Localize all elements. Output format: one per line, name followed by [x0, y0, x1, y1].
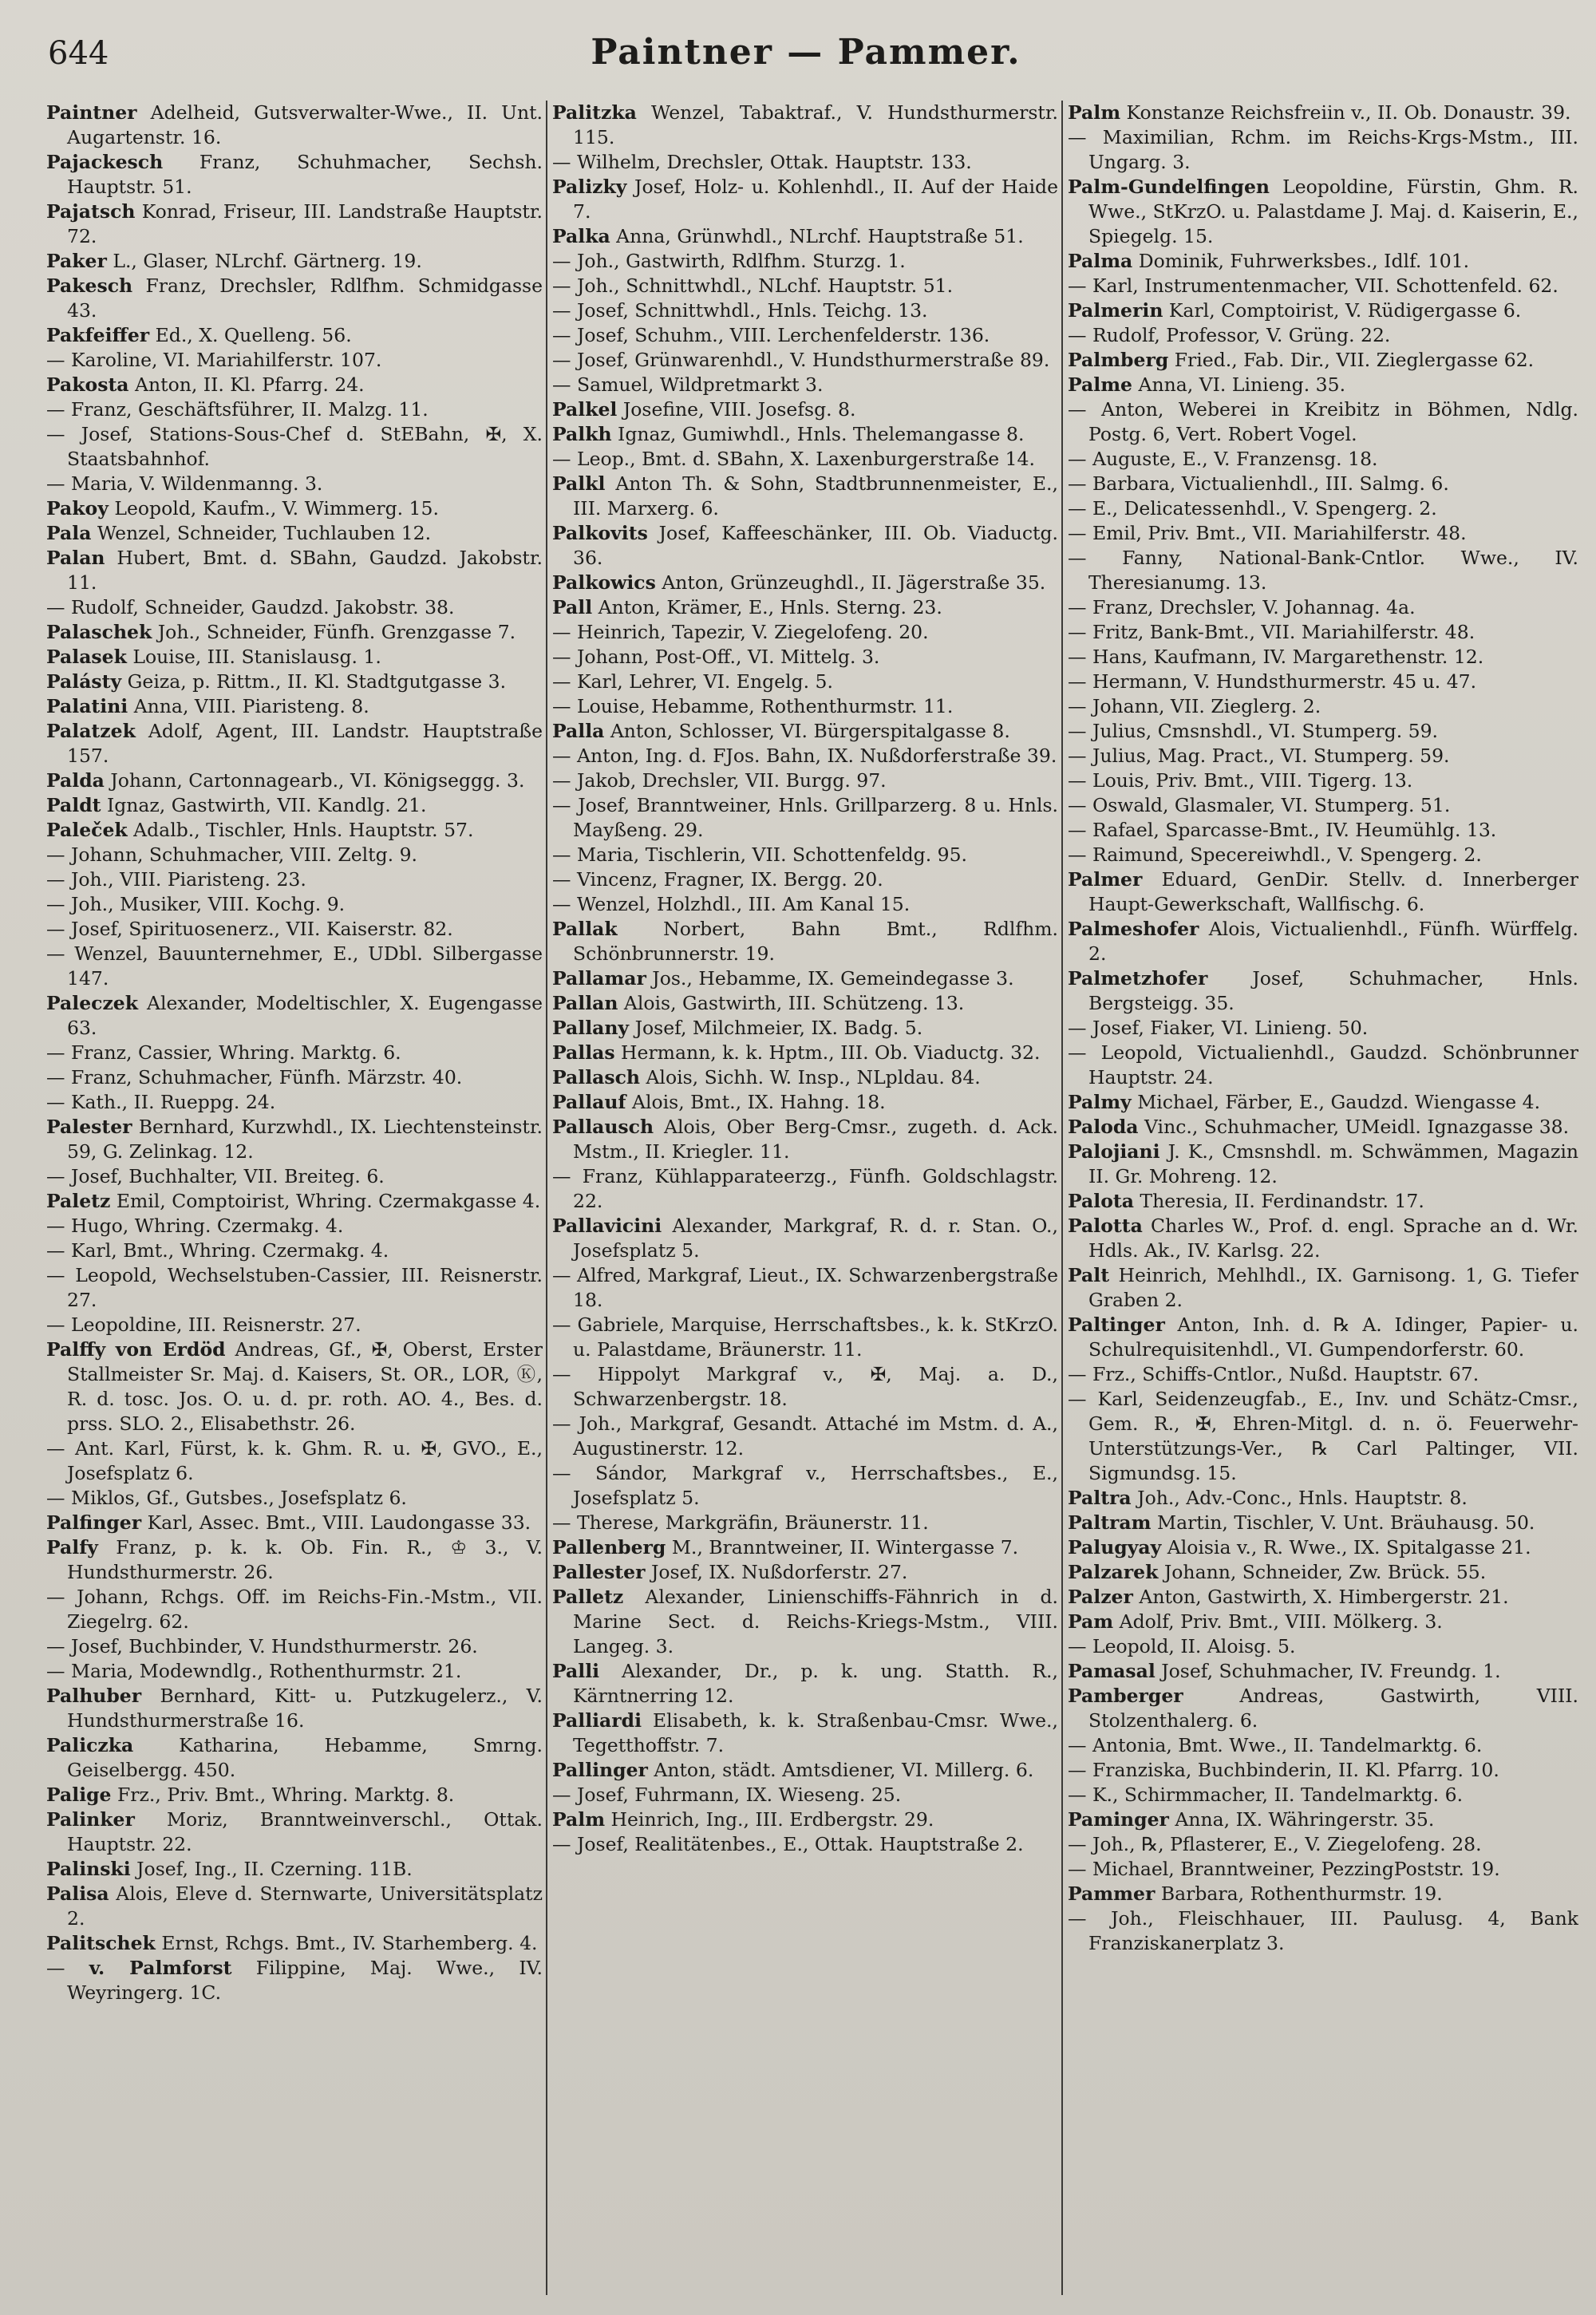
directory-entry: Pamberger Andreas, Gastwirth, VIII. Stolzenthalerg. 6. [1068, 1685, 1578, 1732]
directory-entry: Palletz Alexander, Linienschiffs-Fähnrich in d. Marine Sect. d. Reichs-Kriegs-Mstm., VIII. Langeg. 3. [552, 1586, 1058, 1657]
directory-entry: — Antonia, Bmt. Wwe., II. Tandelmarktg. 6. [1068, 1734, 1483, 1756]
running-head: Paintner — Pammer. [591, 32, 1021, 73]
directory-entry: — K., Schirmmacher, II. Tandelmarktg. 6. [1068, 1784, 1464, 1806]
directory-entry: — Ant. Karl, Fürst, k. k. Ghm. R. u. ✠, GVO., E., Josefsplatz 6. [46, 1437, 543, 1484]
directory-entry: Palaschek Joh., Schneider, Fünfh. Grenzgasse 7. [46, 621, 516, 643]
directory-entry: Pallauf Alois, Bmt., IX. Hahng. 18. [552, 1091, 886, 1113]
directory-entry: Palan Hubert, Bmt. d. SBahn, Gaudzd. Jakobstr. 11. [46, 547, 543, 594]
directory-entry: — Josef, Buchhalter, VII. Breiteg. 6. [46, 1165, 385, 1187]
directory-entry: — Josef, Realitätenbes., E., Ottak. Hauptstraße 2. [552, 1833, 1024, 1855]
directory-entry: Palt Heinrich, Mehlhdl., IX. Garnisong. 1, G. Tiefer Graben 2. [1068, 1264, 1578, 1311]
directory-entry: Pajatsch Konrad, Friseur, III. Landstraße Hauptstr. 72. [46, 200, 543, 247]
directory-entry: Palitzka Wenzel, Tabaktraf., V. Hundsthurmerstr. 115. [552, 101, 1058, 148]
directory-entry: Palkl Anton Th. & Sohn, Stadtbrunnenmeister, E., III. Marxerg. 6. [552, 472, 1058, 519]
directory-entry: — Joh., Schnittwhdl., NLchf. Hauptstr. 51. [552, 275, 954, 297]
directory-entry: — Karoline, VI. Mariahilferstr. 107. [46, 349, 382, 371]
directory-entry: Palinski Josef, Ing., II. Czerning. 11B. [46, 1858, 413, 1880]
directory-entry: — Frz., Schiffs-Cntlor., Nußd. Hauptstr. 67. [1068, 1363, 1479, 1385]
directory-entry: — Sándor, Markgraf v., Herrschaftsbes., E., Josefsplatz 5. [552, 1462, 1058, 1509]
directory-entry: — Leopold, II. Aloisg. 5. [1068, 1635, 1296, 1657]
directory-entry: Paltinger Anton, Inh. d. ℞ A. Idinger, Papier- u. Schulrequisitenhdl., VI. Gumpendorferstr. 60. [1068, 1314, 1578, 1361]
directory-entry: — Rafael, Sparcasse-Bmt., IV. Heumühlg. 13. [1068, 819, 1497, 841]
directory-entry: Palhuber Bernhard, Kitt- u. Putzkugelerz., V. Hundsthurmerstraße 16. [46, 1685, 543, 1732]
directory-entry: Palmy Michael, Färber, E., Gaudzd. Wiengasse 4. [1068, 1091, 1541, 1113]
directory-entry: Palitschek Ernst, Rchgs. Bmt., IV. Starhemberg. 4. [46, 1932, 538, 1954]
directory-entry: Pallak Norbert, Bahn Bmt., Rdlfhm. Schönbrunnerstr. 19. [552, 918, 1058, 965]
directory-entry: — Louis, Priv. Bmt., VIII. Tigerg. 13. [1068, 769, 1413, 792]
directory-entry: Pakesch Franz, Drechsler, Rdlfhm. Schmidgasse 43. [46, 275, 543, 322]
directory-entry: — Hugo, Whring. Czermakg. 4. [46, 1215, 344, 1237]
directory-entry: — Leopoldine, III. Reisnerstr. 27. [46, 1314, 361, 1336]
directory-entry: — Wenzel, Holzhdl., III. Am Kanal 15. [552, 893, 911, 915]
directory-entry: — Leopold, Wechselstuben-Cassier, III. Reisnerstr. 27. [46, 1264, 543, 1311]
directory-entry: — Johann, Rchgs. Off. im Reichs-Fin.-Mstm., VII. Ziegelrg. 62. [46, 1586, 543, 1633]
directory-entry: — Raimund, Specereiwhdl., V. Spengerg. 2. [1068, 843, 1482, 866]
directory-entry: Palásty Geiza, p. Rittm., II. Kl. Stadtgutgasse 3. [46, 670, 507, 693]
directory-entry: Pammer Barbara, Rothenthurmstr. 19. [1068, 1882, 1443, 1905]
directory-entry: Palkel Josefine, VIII. Josefsg. 8. [552, 398, 856, 421]
column-2 [552, 101, 1058, 2295]
directory-entry: — Joh., Fleischhauer, III. Paulusg. 4, Bank Franziskanerplatz 3. [1068, 1907, 1578, 1954]
directory-entry: — Alfred, Markgraf, Lieut., IX. Schwarzenbergstraße 18. [552, 1264, 1058, 1311]
column-1 [46, 101, 543, 2295]
directory-entry: — Heinrich, Tapezir, V. Ziegelofeng. 20. [552, 621, 929, 643]
directory-entry: Palester Bernhard, Kurzwhdl., IX. Liechtensteinstr. 59, G. Zelinkag. 12. [46, 1116, 543, 1163]
directory-entry: — Leopold, Victualienhdl., Gaudzd. Schönbrunner Hauptstr. 24. [1068, 1041, 1578, 1088]
directory-entry: — Oswald, Glasmaler, VI. Stumperg. 51. [1068, 794, 1451, 816]
directory-entry: — Joh., ℞, Pflasterer, E., V. Ziegelofeng. 28. [1068, 1833, 1482, 1855]
directory-entry: — Fanny, National-Bank-Cntlor. Wwe., IV. Theresianumg. 13. [1068, 547, 1578, 594]
directory-entry: Palkh Ignaz, Gumiwhdl., Hnls. Thelemangasse 8. [552, 423, 1025, 445]
directory-entry: — Maria, Tischlerin, VII. Schottenfeldg. 95. [552, 843, 968, 866]
directory-entry: — Auguste, E., V. Franzensg. 18. [1068, 448, 1378, 470]
directory-entry: — Joh., VIII. Piaristeng. 23. [46, 868, 306, 891]
directory-entry: Palmeshofer Alois, Victualienhdl., Fünfh. Würffelg. 2. [1068, 918, 1578, 965]
directory-entry: — Hippolyt Markgraf v., ✠, Maj. a. D., Schwarzenbergstr. 18. [552, 1363, 1058, 1410]
directory-entry: — v. Palmforst Filippine, Maj. Wwe., IV. Weyringerg. 1C. [46, 1957, 543, 2004]
directory-entry: Pall Anton, Krämer, E., Hnls. Sterng. 23. [552, 596, 942, 618]
directory-entry: — Vincenz, Fragner, IX. Bergg. 20. [552, 868, 883, 891]
directory-entry: — Barbara, Victualienhdl., III. Salmg. 6. [1068, 472, 1449, 495]
directory-entry: Palinker Moriz, Branntweinverschl., Ottak. Hauptstr. 22. [46, 1808, 543, 1855]
directory-entry: — Josef, Schnittwhdl., Hnls. Teichg. 13. [552, 299, 928, 322]
directory-entry: Palka Anna, Grünwhdl., NLrchf. Hauptstraße 51. [552, 225, 1024, 247]
directory-entry: — Franz, Cassier, Whring. Marktg. 6. [46, 1041, 401, 1064]
directory-entry: — Karl, Instrumentenmacher, VII. Schottenfeld. 62. [1068, 275, 1558, 297]
directory-entry: Palmberg Fried., Fab. Dir., VII. Zieglergasse 62. [1068, 349, 1535, 371]
directory-entry: Palfy Franz, p. k. k. Ob. Fin. R., ♔ 3., V. Hundsthurmerstr. 26. [46, 1536, 543, 1583]
directory-entry: Pallester Josef, IX. Nußdorferstr. 27. [552, 1561, 908, 1583]
directory-entry: — Fritz, Bank-Bmt., VII. Mariahilferstr. 48. [1068, 621, 1476, 643]
directory-entry: — Therese, Markgräfin, Bräunerstr. 11. [552, 1511, 929, 1534]
directory-entry: — Josef, Stations-Sous-Chef d. StEBahn, ✠, X. Staatsbahnhof. [46, 423, 543, 470]
directory-entry: Paker L., Glaser, NLrchf. Gärtnerg. 19. [46, 250, 422, 272]
directory-entry: Palkowics Anton, Grünzeughdl., II. Jägerstraße 35. [552, 571, 1046, 594]
directory-entry: — Wenzel, Bauunternehmer, E., UDbl. Silbergasse 147. [46, 942, 543, 990]
directory-entry: — Joh., Gastwirth, Rdlfhm. Sturzg. 1. [552, 250, 906, 272]
directory-entry: — Anton, Weberei in Kreibitz in Böhmen, Ndlg. Postg. 6, Vert. Robert Vogel. [1068, 398, 1578, 445]
directory-entry: — Josef, Spirituosenerz., VII. Kaiserstr. 82. [46, 918, 453, 940]
directory-entry: Palatzek Adolf, Agent, III. Landstr. Hauptstraße 157. [46, 720, 543, 767]
directory-entry: — Michael, Branntweiner, PezzingPoststr. 19. [1068, 1858, 1500, 1880]
directory-entry: Paltram Martin, Tischler, V. Unt. Bräuhausg. 50. [1068, 1511, 1535, 1534]
directory-entry: Paleczek Alexander, Modeltischler, X. Eugengasse 63. [46, 992, 543, 1039]
directory-entry: — Samuel, Wildpretmarkt 3. [552, 373, 824, 396]
page-header [48, 32, 1564, 77]
directory-entry: Palizky Josef, Holz- u. Kohlenhdl., II. Auf der Haide 7. [552, 176, 1058, 223]
directory-entry: Pallas Hermann, k. k. Hptm., III. Ob. Viaductg. 32. [552, 1041, 1041, 1064]
directory-entry: Palojiani J. K., Cmsnshdl. m. Schwämmen, Magazin II. Gr. Mohreng. 12. [1068, 1140, 1578, 1187]
directory-entry: Palmer Eduard, GenDir. Stellv. d. Innerberger Haupt-Gewerkschaft, Wallfischg. 6. [1068, 868, 1578, 915]
directory-entry: Palli Alexander, Dr., p. k. ung. Statth. R., Kärntnerring 12. [552, 1660, 1058, 1707]
directory-entry: — Karl, Lehrer, VI. Engelg. 5. [552, 670, 833, 693]
directory-entry: Paloda Vinc., Schuhmacher, UMeidl. Ignazgasse 38. [1068, 1116, 1570, 1138]
directory-entry: — Karl, Seidenzeugfab., E., Inv. und Schätz-Cmsr., Gem. R., ✠, Ehren-Mitgl. d. n. ö. Feuerwehr-Unterstützungs-Ver., ℞ Carl Paltinger, VII. Sigmundsg. 15. [1068, 1388, 1578, 1484]
directory-entry: Pallan Alois, Gastwirth, III. Schützeng. 13. [552, 992, 965, 1014]
directory-entry: Paleček Adalb., Tischler, Hnls. Hauptstr. 57. [46, 819, 474, 841]
directory-entry: — Josef, Grünwarenhdl., V. Hundsthurmerstraße 89. [552, 349, 1050, 371]
directory-entry: — Josef, Fuhrmann, IX. Wieseng. 25. [552, 1784, 902, 1806]
directory-entry: Palasek Louise, III. Stanislausg. 1. [46, 646, 381, 668]
directory-entry: — Louise, Hebamme, Rothenthurmstr. 11. [552, 695, 954, 717]
directory-entry: Paminger Anna, IX. Währingerstr. 35. [1068, 1808, 1435, 1831]
directory-entry: Pamasal Josef, Schuhmacher, IV. Freundg. 1. [1068, 1660, 1501, 1682]
directory-entry: Palmetzhofer Josef, Schuhmacher, Hnls. Bergsteigg. 35. [1068, 967, 1578, 1014]
directory-entry: Palota Theresia, II. Ferdinandstr. 17. [1068, 1190, 1424, 1212]
directory-entry: Palm Konstanze Reichsfreiin v., II. Ob. Donaustr. 39. [1068, 101, 1571, 124]
directory-entry: — Hans, Kaufmann, IV. Margarethenstr. 12. [1068, 646, 1484, 668]
column-divider [546, 101, 547, 2295]
directory-entry: — Karl, Bmt., Whring. Czermakg. 4. [46, 1239, 389, 1262]
directory-entry: — Kath., II. Rueppg. 24. [46, 1091, 276, 1113]
directory-entry: — E., Delicatessenhdl., V. Spengerg. 2. [1068, 497, 1437, 519]
directory-entry: Pallany Josef, Milchmeier, IX. Badg. 5. [552, 1017, 923, 1039]
directory-entry: Palme Anna, VI. Linieng. 35. [1068, 373, 1346, 396]
directory-entry: Paliczka Katharina, Hebamme, Smrng. Geiselbergg. 450. [46, 1734, 543, 1781]
directory-entry: Pallinger Anton, städt. Amtsdiener, VI. Millerg. 6. [552, 1759, 1034, 1781]
directory-entry: Palla Anton, Schlosser, VI. Bürgerspitalgasse 8. [552, 720, 1010, 742]
directory-entry: — Maximilian, Rchm. im Reichs-Krgs-Mstm., III. Ungarg. 3. [1068, 126, 1578, 173]
directory-entry: — Rudolf, Schneider, Gaudzd. Jakobstr. 38. [46, 596, 455, 618]
page-number: 644 [48, 35, 109, 72]
directory-entry: Palfinger Karl, Assec. Bmt., VIII. Laudongasse 33. [46, 1511, 531, 1534]
directory-entry: — Anton, Ing. d. FJos. Bahn, IX. Nußdorferstraße 39. [552, 745, 1057, 767]
column-3 [1068, 101, 1578, 2295]
directory-entry: — Wilhelm, Drechsler, Ottak. Hauptstr. 133. [552, 151, 972, 173]
directory-entry: Palm Heinrich, Ing., III. Erdbergstr. 29. [552, 1808, 934, 1831]
directory-entry: Palzer Anton, Gastwirth, X. Himbergerstr. 21. [1068, 1586, 1509, 1608]
directory-entry: Pallamar Jos., Hebamme, IX. Gemeindegasse 3. [552, 967, 1014, 990]
directory-entry: — Josef, Schuhm., VIII. Lerchenfelderstr. 136. [552, 324, 990, 346]
directory-entry: — Johann, Schuhmacher, VIII. Zeltg. 9. [46, 843, 418, 866]
directory-entry: — Rudolf, Professor, V. Grüng. 22. [1068, 324, 1391, 346]
directory-entry: — Leop., Bmt. d. SBahn, X. Laxenburgerstraße 14. [552, 448, 1035, 470]
directory-entry: Pakoy Leopold, Kaufm., V. Wimmerg. 15. [46, 497, 439, 519]
directory-entry: — Miklos, Gf., Gutsbes., Josefsplatz 6. [46, 1487, 407, 1509]
directory-entry: Palzarek Johann, Schneider, Zw. Brück. 55. [1068, 1561, 1487, 1583]
directory-entry: Palotta Charles W., Prof. d. engl. Sprache an d. Wr. Hdls. Ak., IV. Karlsg. 22. [1068, 1215, 1578, 1262]
directory-entry: — Josef, Fiaker, VI. Linieng. 50. [1068, 1017, 1369, 1039]
directory-entry: Palugyay Aloisia v., R. Wwe., IX. Spitalgasse 21. [1068, 1536, 1531, 1558]
directory-entry: — Josef, Buchbinder, V. Hundsthurmerstr. 26. [46, 1635, 478, 1657]
directory-entry: Palm-Gundelfingen Leopoldine, Fürstin, Ghm. R. Wwe., StKrzO. u. Palastdame J. Maj. d. Kaiserin, E., Spiegelg. 15. [1068, 176, 1578, 247]
directory-entry: Pallenberg M., Branntweiner, II. Wintergasse 7. [552, 1536, 1019, 1558]
directory-entry: — Franz, Kühlapparateerzg., Fünfh. Goldschlagstr. 22. [552, 1165, 1058, 1212]
directory-entry: — Franz, Drechsler, V. Johannag. 4a. [1068, 596, 1416, 618]
directory-entry: Pallavicini Alexander, Markgraf, R. d. r. Stan. O., Josefsplatz 5. [552, 1215, 1058, 1262]
directory-entry: — Emil, Priv. Bmt., VII. Mariahilferstr. 48. [1068, 522, 1467, 544]
directory-entry: Paltra Joh., Adv.-Conc., Hnls. Hauptstr. 8. [1068, 1487, 1468, 1509]
directory-entry: — Hermann, V. Hundsthurmerstr. 45 u. 47. [1068, 670, 1477, 693]
directory-entry: Paldt Ignaz, Gastwirth, VII. Kandlg. 21. [46, 794, 427, 816]
directory-entry: — Julius, Cmsnshdl., VI. Stumperg. 59. [1068, 720, 1439, 742]
directory-entry: — Maria, V. Wildenmanng. 3. [46, 472, 323, 495]
directory-entry: Palma Dominik, Fuhrwerksbes., Idlf. 101. [1068, 250, 1470, 272]
directory-entry: Paintner Adelheid, Gutsverwalter-Wwe., II. Unt. Augartenstr. 16. [46, 101, 543, 148]
directory-entry: Pallausch Alois, Ober Berg-Cmsr., zugeth. d. Ack. Mstm., II. Kriegler. 11. [552, 1116, 1058, 1163]
directory-entry: Palda Johann, Cartonnagearb., VI. Königseggg. 3. [46, 769, 525, 792]
directory-entry: Palige Frz., Priv. Bmt., Whring. Marktg. 8. [46, 1784, 455, 1806]
directory-entry: Pakosta Anton, II. Kl. Pfarrg. 24. [46, 373, 365, 396]
directory-entry: Palliardi Elisabeth, k. k. Straßenbau-Cmsr. Wwe., Tegetthoffstr. 7. [552, 1709, 1058, 1756]
column-divider [1061, 101, 1063, 2295]
directory-entry: — Franz, Schuhmacher, Fünfh. Märzstr. 40. [46, 1066, 463, 1088]
directory-entry: Pam Adolf, Priv. Bmt., VIII. Mölkerg. 3. [1068, 1610, 1443, 1633]
directory-entry: Pala Wenzel, Schneider, Tuchlauben 12. [46, 522, 432, 544]
directory-entry: Paletz Emil, Comptoirist, Whring. Czermakgasse 4. [46, 1190, 541, 1212]
directory-entry: — Franz, Geschäftsführer, II. Malzg. 11. [46, 398, 429, 421]
directory-entry: — Gabriele, Marquise, Herrschaftsbes., k. k. StKrzO. u. Palastdame, Bräunerstr. 11. [552, 1314, 1058, 1361]
directory-entry: Palmerin Karl, Comptoirist, V. Rüdigergasse 6. [1068, 299, 1522, 322]
directory-entry: — Josef, Branntweiner, Hnls. Grillparzerg. 8 u. Hnls. Mayßeng. 29. [552, 794, 1058, 841]
directory-entry: — Maria, Modewndlg., Rothenthurmstr. 21. [46, 1660, 462, 1682]
directory-entry: — Johann, Post-Off., VI. Mittelg. 3. [552, 646, 880, 668]
directory-entry: — Franziska, Buchbinderin, II. Kl. Pfarrg. 10. [1068, 1759, 1499, 1781]
directory-entry: — Jakob, Drechsler, VII. Burgg. 97. [552, 769, 887, 792]
directory-entry: Pajackesch Franz, Schuhmacher, Sechsh. Hauptstr. 51. [46, 151, 543, 198]
directory-entry: Palffy von Erdöd Andreas, Gf., ✠, Oberst, Erster Stallmeister Sr. Maj. d. Kaisers, St. OR., LOR, Ⓚ, R. d. tosc. Jos. O. u. d. pr. roth. AO. 4., Bes. d. prss. SLO. 2., Elisabethstr. 26. [46, 1338, 543, 1435]
directory-entry: Palisa Alois, Eleve d. Sternwarte, Universitätsplatz 2. [46, 1882, 543, 1930]
directory-entry: — Johann, VII. Zieglerg. 2. [1068, 695, 1321, 717]
directory-entry: — Joh., Musiker, VIII. Kochg. 9. [46, 893, 346, 915]
directory-entry: Palatini Anna, VIII. Piaristeng. 8. [46, 695, 369, 717]
directory-entry: — Julius, Mag. Pract., VI. Stumperg. 59. [1068, 745, 1450, 767]
directory-entry: Palkovits Josef, Kaffeeschänker, III. Ob. Viaductg. 36. [552, 522, 1058, 569]
directory-entry: Pakfeiffer Ed., X. Quelleng. 56. [46, 324, 352, 346]
directory-entry: Pallasch Alois, Sichh. W. Insp., NLpldau. 84. [552, 1066, 981, 1088]
directory-entry: — Joh., Markgraf, Gesandt. Attaché im Mstm. d. A., Augustinerstr. 12. [552, 1412, 1058, 1460]
